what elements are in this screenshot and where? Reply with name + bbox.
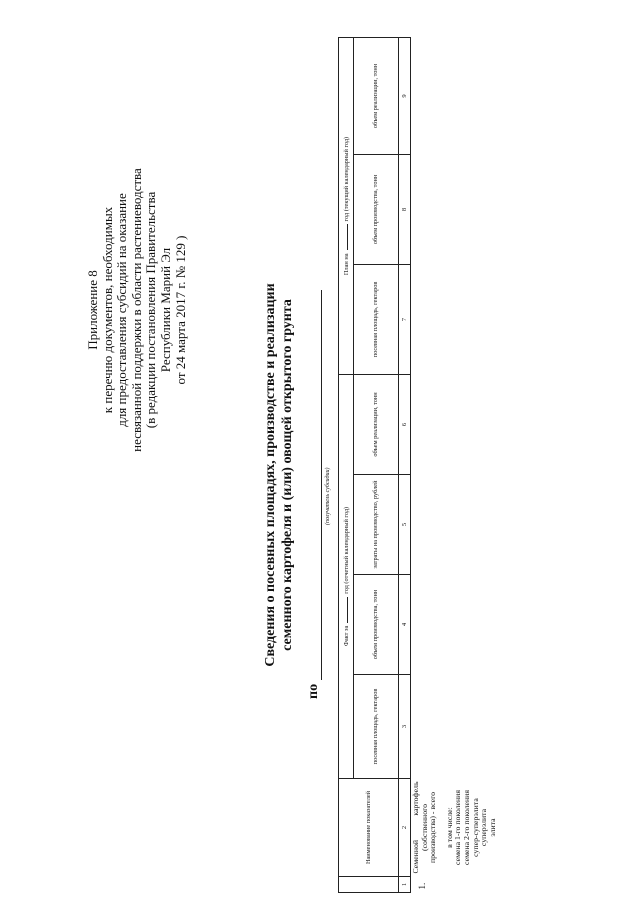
year-blank — [341, 224, 348, 250]
appendix-line: (в редакции постановления Правительства — [143, 191, 159, 429]
header-cell-name: Наименование показателей — [339, 779, 399, 877]
plan-suffix: год (текущий календарный год) — [343, 136, 351, 222]
column-number: 6 — [399, 374, 411, 474]
header-cell-plan — [339, 37, 354, 374]
subheader-cell: объем реализации, тонн — [354, 37, 399, 154]
table-cell — [411, 475, 499, 575]
column-number: 8 — [399, 154, 411, 264]
title-line-1: Сведения о посевных площадях, производстве и реализации — [263, 283, 278, 667]
table-row — [411, 37, 499, 892]
table-cell — [411, 264, 499, 374]
recipient-caption: (получатель субсидии) — [325, 467, 331, 525]
subheader-cell: затраты на производство, рублей — [354, 475, 399, 575]
column-number: 4 — [399, 575, 411, 675]
row-sub-item: семена 2-го поколения — [461, 790, 471, 865]
header-row-1 — [339, 37, 354, 892]
row-incl-label: в том числе: — [444, 807, 454, 848]
header-cell-fact — [339, 374, 354, 778]
row-sub-item: суперэлита — [479, 808, 489, 847]
column-number: 5 — [399, 475, 411, 575]
subheader-cell: посевная площадь, гектаров — [354, 264, 399, 374]
data-table — [338, 37, 498, 893]
column-number: 1 — [399, 877, 411, 893]
row-label-word: картофель — [411, 781, 420, 816]
appendix-line: несвязанной поддержки в области растениеводства — [128, 168, 144, 452]
appendix-line: от 24 марта 2017 г. № 129 ) — [172, 235, 188, 385]
recipient-line — [306, 290, 322, 699]
row-sub-item: элита — [487, 818, 497, 837]
table-cell — [411, 675, 499, 779]
row-number: 1. — [417, 882, 427, 890]
row-label-line: производства) - всего — [428, 791, 438, 864]
column-number: 9 — [399, 37, 411, 154]
subheader-cell: объем производства, тонн — [354, 575, 399, 675]
plan-prefix: План на — [343, 253, 351, 276]
po-label: по — [306, 683, 321, 699]
row-sub-item: семена 1-го поколения — [453, 790, 463, 865]
appendix-line: Приложение 8 — [85, 270, 100, 350]
subheader-cell: посевная площадь, гектаров — [354, 675, 399, 779]
table-cell — [411, 575, 499, 675]
table-cell — [411, 374, 499, 474]
row-label-word: Семенной — [411, 839, 420, 874]
column-number: 2 — [399, 779, 411, 877]
fact-suffix: год (отчетный календарный год) — [343, 506, 351, 594]
table-cell — [411, 37, 499, 154]
column-number-row — [399, 37, 411, 892]
document-title — [262, 195, 296, 755]
header-row-2 — [354, 37, 399, 892]
row-label — [411, 779, 499, 877]
column-number: 3 — [399, 675, 411, 779]
subheader-cell: объем производства, тонн — [354, 154, 399, 264]
recipient-blank — [309, 290, 322, 680]
appendix-line: для предоставления субсидий на оказание — [114, 193, 130, 427]
header-cell-blank — [339, 877, 399, 893]
column-number: 7 — [399, 264, 411, 374]
appendix-line: Республики Марий Эл — [157, 247, 173, 373]
appendix-header — [86, 145, 188, 475]
fact-prefix: Факт за — [343, 625, 351, 647]
title-line-2: семенного картофеля и (или) овощей открытого грунта — [280, 299, 295, 651]
appendix-line: к перечню документов, необходимых — [99, 206, 115, 414]
year-blank — [341, 597, 348, 623]
table-cell — [411, 154, 499, 264]
row-sub-item: супер-суперэлита — [470, 798, 480, 857]
subheader-cell: объем реализации, тонн — [354, 374, 399, 474]
row-label-line: (собственного — [419, 803, 429, 852]
